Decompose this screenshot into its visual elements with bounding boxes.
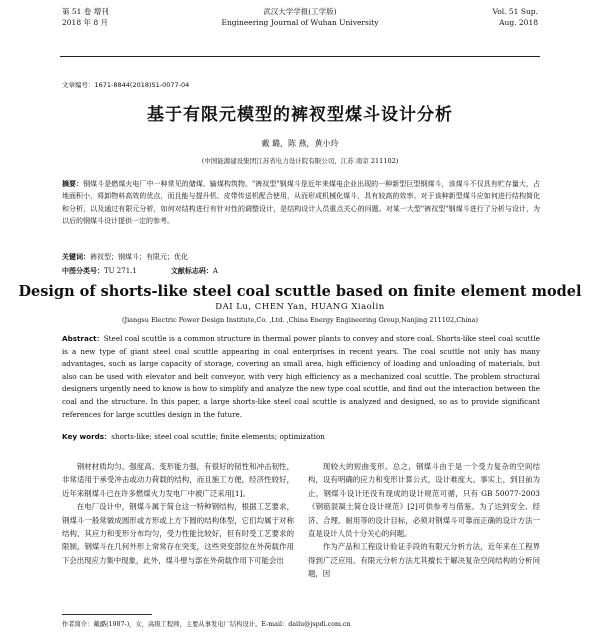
affiliation-cn: (中国能源建设集团江苏省电力设计院有限公司，江苏 南京 211102) (201, 157, 399, 165)
abstract-en (62, 333, 540, 421)
abstract-en-text: Steel coal scuttle is a common structure in thermal power plants to convey and store coal. Shorts-like steel coal scuttle is a new type of giant steel coal scuttle appearing in coal enterprises in recent years. The coal scuttle not only has many advantages, such as large capacity of storage, covering an small area, high efficiency of loading and unloading of materials, but also can be used with elevator and belt conveyor, with very high efficiency as a mechanized coal scuttle. The problem structural designers urgently need to know is how to simplify and analyze the new type coal scuttle, and find out the interaction between the coal and the structure. In this paper, a large shorts-like steel coal scuttle is analyzed and designed, so as to provide significant references for large scuttles design in the future. (62, 334, 540, 419)
keywords-en-label: Key words： (62, 432, 112, 441)
doc-code-value: A (212, 267, 218, 275)
body-paragraph: 作为产品和工程设计验证手段的有限元分析方法，近年来在工程界得到广泛应用。有限元分析方法尤其擅长于解决复杂空间结构的分析问题，因 (308, 542, 540, 579)
keywords-cn (62, 252, 540, 262)
body-column-left (62, 460, 294, 567)
article-number: 文章编号：1671-8844(2018)S1-0077-04 (62, 81, 190, 89)
body-paragraph: 钢材材质均匀、强度高、变形能力强，有很好的韧性和冲击韧性，非常适用于承受冲击或动力荷载的结构，而且施工方便，经济性较好，近年来钢煤斗已在许多燃煤火力发电厂中被广泛采用[1]。 (62, 462, 294, 498)
body-paragraph: 现较大的短曲变形。总之，钢煤斗由于是一个受力复杂的空间结构，设有明确的应力和变形计算公式，设计难度大。事实上，到目前为止，钢煤斗设计还没有现成的设计规范可循，只有 GB 50077-2003《钢筋混凝土简仓设计规范》[2]可供参考与借鉴。为了达到安全、经济、合理、耐用等的设计目标，必须对钢煤斗可靠而正确的设计方法一直是设计人员十分关心的问题。 (308, 462, 540, 539)
author-footnote: 作者简介：戴璐(1987-)，女，高级工程师，主要从事发电厂结构设计。E-mail：dailu@jspdi.com.cn (62, 621, 351, 628)
classification-label: 中图分类号： (62, 267, 104, 275)
keywords-cn-text: 裤衩型；钢煤斗；有限元；优化 (90, 253, 188, 261)
authors-cn: 戴 璐，陈 燕，黄小玲 (261, 139, 339, 148)
classification-value: TU 271.1 (104, 267, 137, 275)
body-paragraph: 在电厂设计中，钢煤斗属于简仓这一特种钢结构，根据工艺要求，钢煤斗一般常做成圆形或方形或上方下圆的结构体型，它们均属于对称结构，其应力和变形分布均匀，受力性能比较好，但有时受工艺要求的限制，钢煤斗在几何外形上常常存在突变，这些突变部位在外荷载作用下会出现应力集中现象，此外，煤斗壁与部在外荷载作用下可能会出 (62, 502, 294, 565)
journal-name-en: Engineering Journal of Wuhan University (221, 18, 379, 27)
header-rule (60, 56, 540, 57)
journal-date-en: Aug. 2018 (499, 18, 538, 27)
affiliation-en: (Jiangsu Electric Power Design Institute,Co. ,Ltd. ,China Energy Engineering Group,Nanjing 211102,China) (121, 316, 479, 324)
journal-date-cn: 2018 年 8 月 (62, 18, 109, 27)
journal-volume: 第 51 卷 增刊 (62, 7, 109, 16)
paper-title-en: Design of shorts-like steel coal scuttle based on finite element model (18, 283, 582, 300)
classification-line (62, 266, 540, 276)
journal-issue-block (493, 6, 539, 28)
keywords-cn-label: 关键词： (62, 253, 90, 261)
abstract-cn (62, 178, 540, 227)
journal-issue-en: Vol. 51 Sup. (492, 7, 538, 16)
body-column-right (308, 460, 540, 581)
abstract-cn-label: 摘要： (62, 180, 84, 188)
authors-en: DAI Lu, CHEN Yan, HUANG Xiaolin (215, 302, 385, 312)
journal-name-cn: 武汉大学学报(工学版) (263, 7, 337, 16)
paper-title-cn: 基于有限元模型的裤衩型煤斗设计分析 (147, 105, 453, 125)
keywords-en (62, 432, 540, 442)
footnote-rule (62, 614, 152, 615)
abstract-en-label: Abstract： (62, 334, 104, 343)
abstract-cn-text: 钢煤斗是燃煤火电厂中一种常见的储煤、输煤构筑物。"裤衩型"钢煤斗是近年来煤电企业出现的一种新型巨型钢煤斗，该煤斗不仅具有贮存量大，占地面积小，将卸物料高效的优点，而且能与提升机、皮带传送机配合使用，从而形成机械化煤斗，具有较高的效率。对于该种新型煤斗应如何进行结构简化和分析，以及通过有限元分析，如何对结构进行有针对性的调整设计，是结构设计人员重点关心的问题。对某一大型"裤衩型"钢煤斗进行了分析与设计，为以后的钢煤斗设计提供一定的参考。 (62, 180, 541, 225)
doc-code-label: 文献标志码： (170, 267, 213, 275)
keywords-en-text: shorts-like; steel coal scuttle; finite elements; optimization (111, 432, 325, 441)
